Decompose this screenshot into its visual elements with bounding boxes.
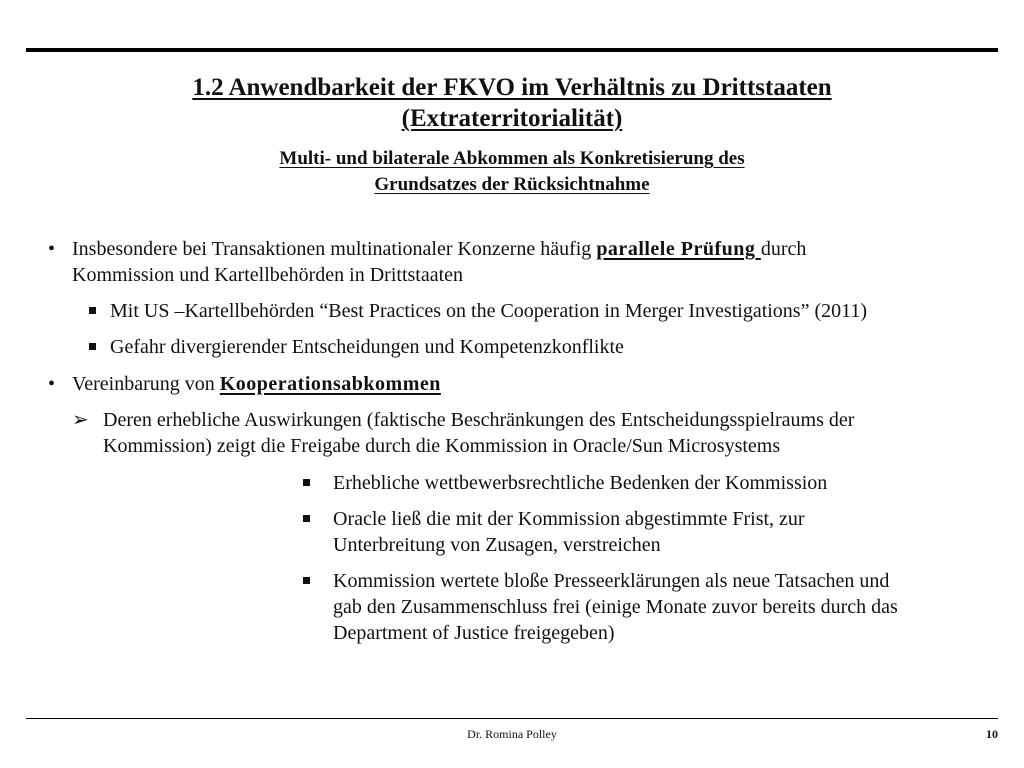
slide-subtitle	[0, 146, 1024, 198]
arrow-bullet-line-1: Deren erhebliche Auswirkungen (faktische Beschränkungen des Entscheidungsspielraums der	[103, 409, 855, 431]
sub-bullet-conflicts: Gefahr divergierender Entscheidungen und Kompetenzkonflikte	[110, 336, 624, 358]
top-divider	[26, 48, 998, 52]
bullet-1-line-1	[72, 236, 806, 262]
square-bullet-icon	[303, 577, 310, 584]
square-bullet-icon	[303, 515, 310, 522]
footer-author: Dr. Romina Polley	[467, 727, 557, 741]
nested-bullet-oracle-line-1: Oracle ließ die mit der Kommission abgestimmte Frist, zur	[333, 508, 805, 530]
square-bullet-icon	[89, 343, 96, 350]
title-line-2: (Extraterritorialität)	[401, 105, 623, 132]
bullet-1-text-pre: Insbesondere bei Transaktionen multinationaler Konzerne häufig	[72, 238, 597, 260]
nested-bullet-commission-line-1: Kommission wertete bloße Presseerklärungen als neue Tatsachen und	[333, 570, 890, 592]
title-line-1: 1.2 Anwendbarkeit der FKVO im Verhältnis zu Drittstaaten	[192, 74, 832, 101]
subtitle-line-2: Grundsatzes der Rücksichtnahme	[374, 174, 650, 195]
slide-title	[0, 72, 1024, 134]
bullet-2-text-pre: Vereinbarung von	[72, 373, 220, 395]
subtitle-line-1: Multi- und bilaterale Abkommen als Konkretisierung des	[279, 148, 745, 169]
arrow-bullet-line-2: Kommission) zeigt die Freigabe durch die Kommission in Oracle/Sun Microsystems	[103, 435, 781, 457]
nested-bullet-commission-line-2: gab den Zusammenschluss frei (einige Monate zuvor bereits durch das	[333, 596, 898, 618]
nested-bullet-concerns: Erhebliche wettbewerbsrechtliche Bedenken der Kommission	[333, 472, 828, 494]
nested-bullet-commission-line-3: Department of Justice freigegeben)	[333, 622, 615, 644]
arrow-bullet-icon: ➢	[72, 409, 89, 431]
bullet-2-line	[72, 371, 441, 397]
bullet-1-text-post: durch	[760, 238, 807, 260]
square-bullet-icon	[303, 479, 310, 486]
page-number: 10	[986, 727, 998, 741]
square-bullet-icon	[89, 307, 96, 314]
bullet-1-emphasis: parallele Prüfung	[596, 238, 761, 260]
bullet-dot-icon: •	[48, 373, 56, 395]
bullet-1-line-2: Kommission und Kartellbehörden in Drittstaaten	[72, 264, 464, 286]
bullet-dot-icon: •	[48, 238, 56, 260]
nested-bullet-oracle-line-2: Unterbreitung von Zusagen, verstreichen	[333, 534, 661, 556]
bottom-divider	[26, 718, 998, 719]
bullet-2-emphasis: Kooperationsabkommen	[219, 373, 441, 395]
sub-bullet-us-cooperation: Mit US –Kartellbehörden “Best Practices on the Cooperation in Merger Investigations” (2011)	[110, 300, 868, 322]
